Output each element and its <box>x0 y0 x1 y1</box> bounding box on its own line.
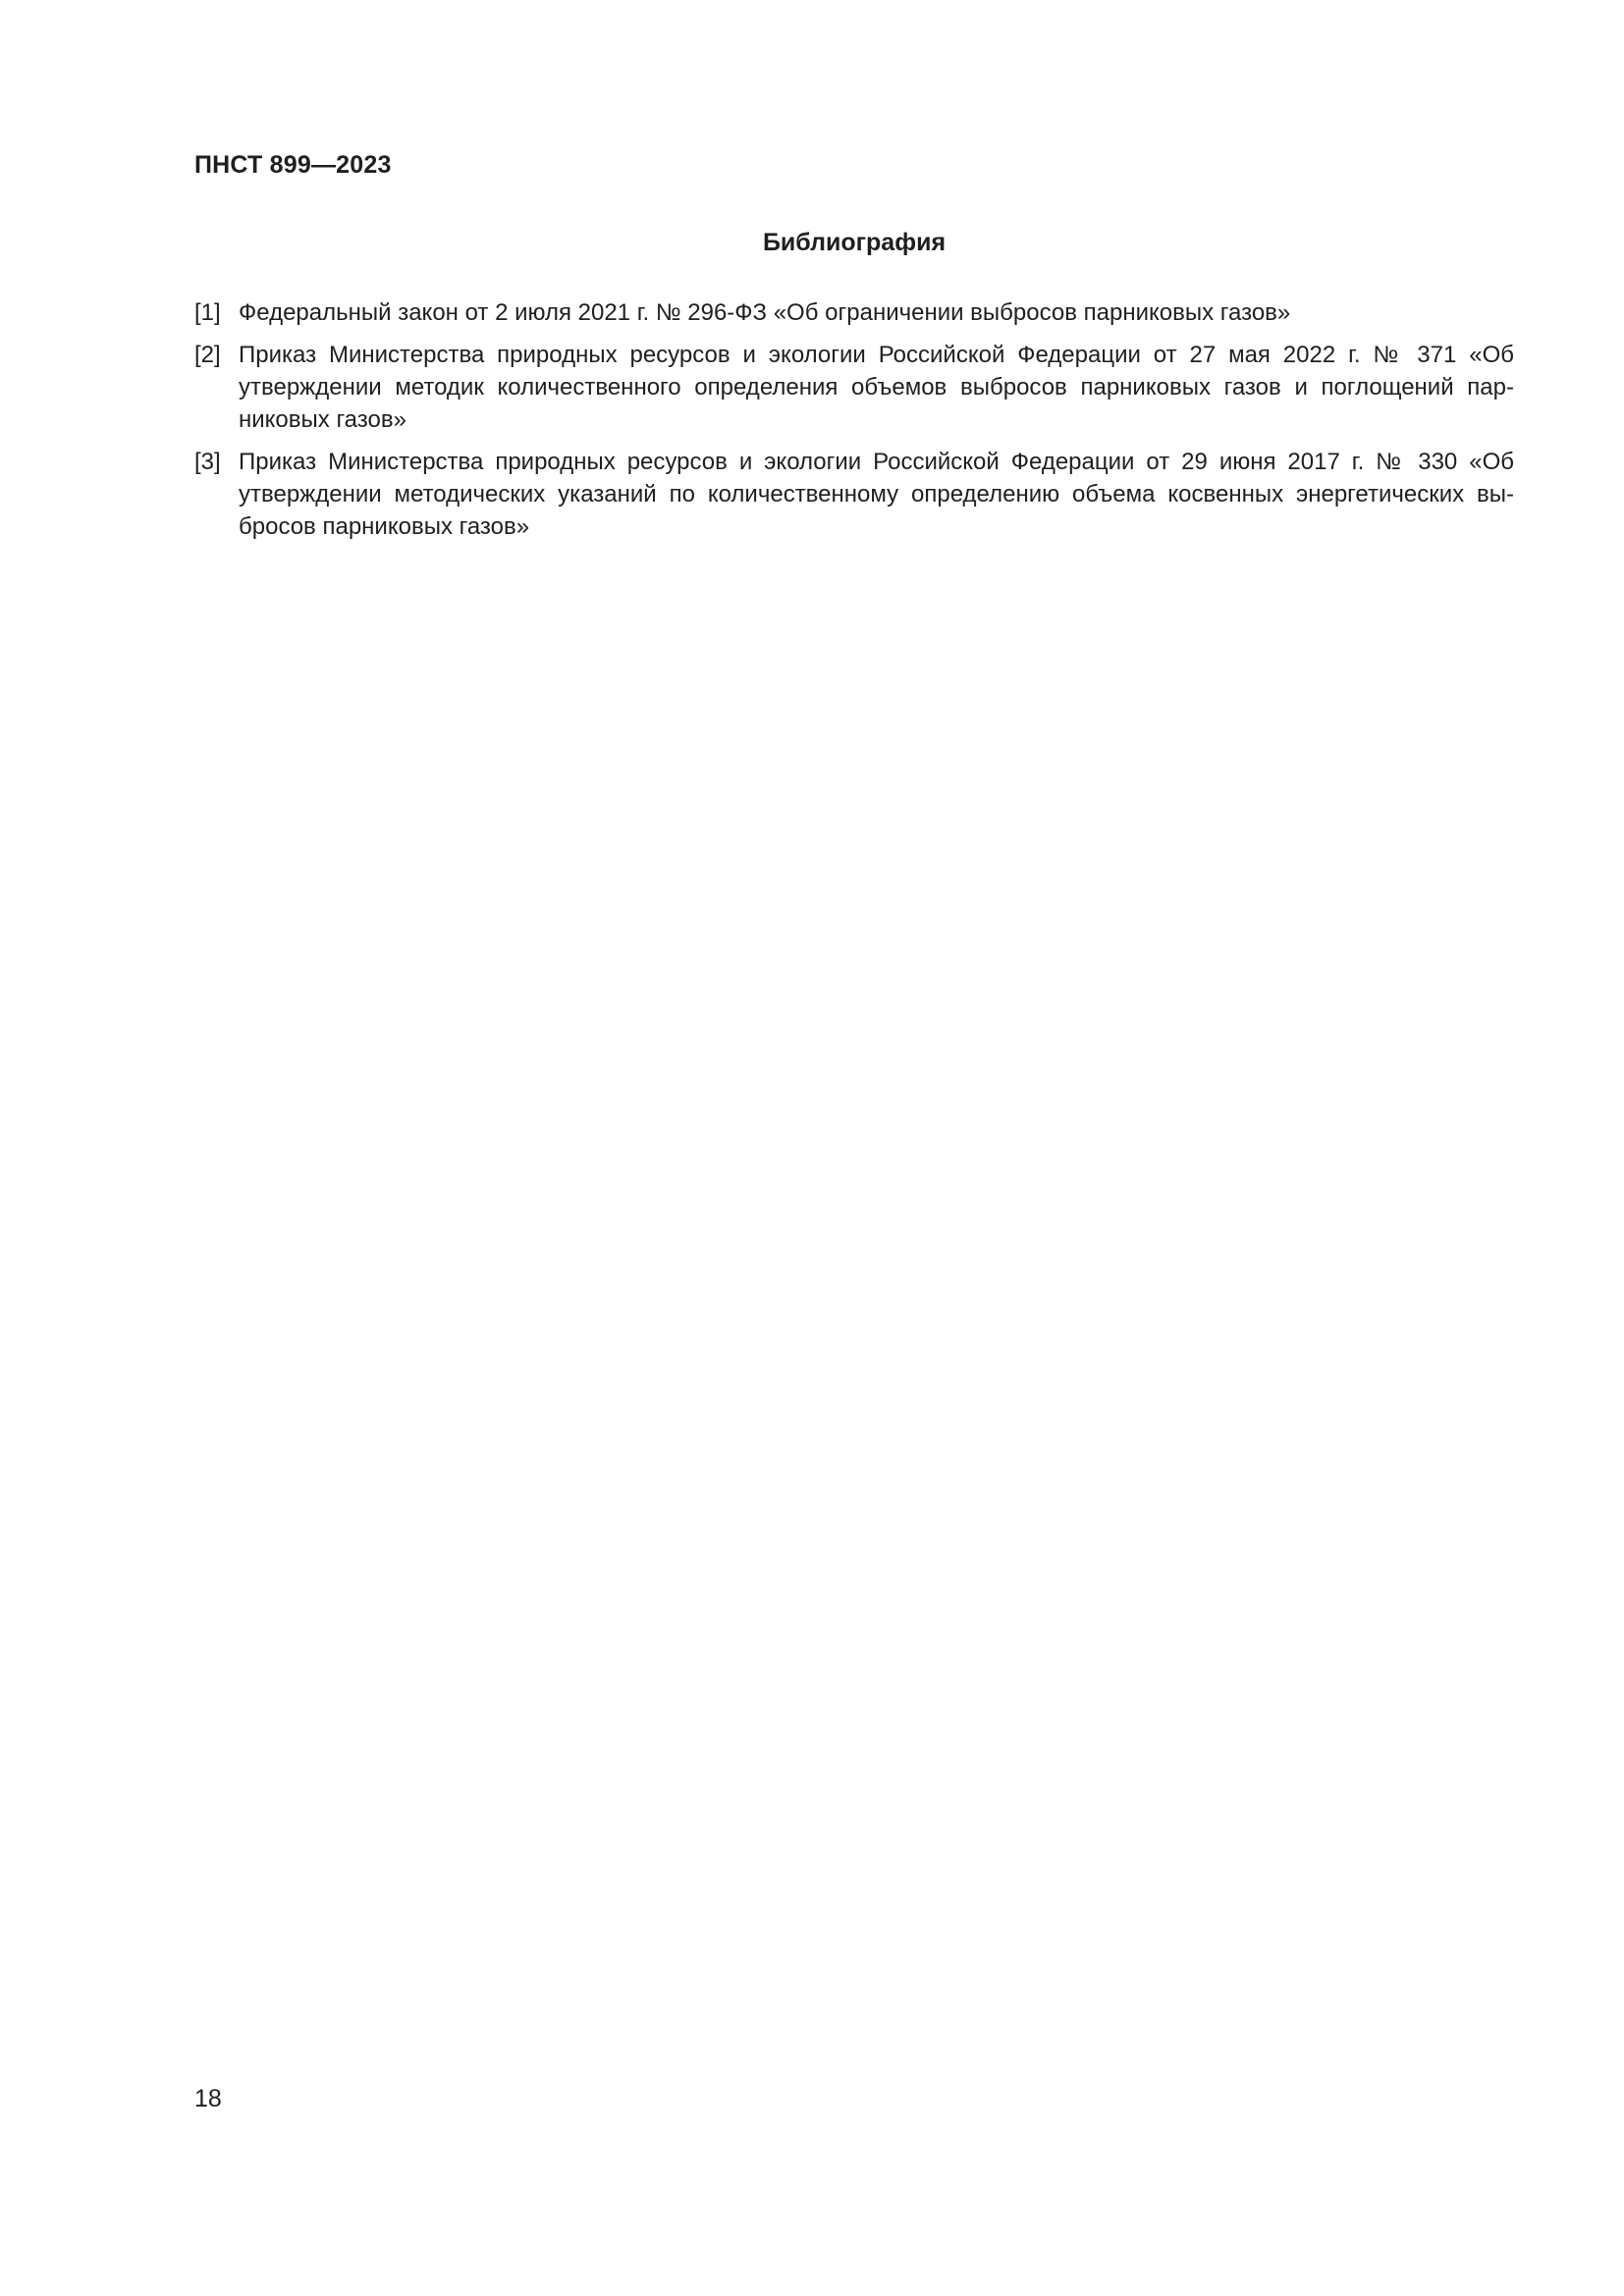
bibliography-number: [3] <box>194 449 221 475</box>
bibliography-text: Федеральный закон от 2 июля 2021 г. № 296-ФЗ «Об ограничении выбросов парниковых газов» <box>239 299 1291 326</box>
section-title: Библиография <box>762 229 947 256</box>
bibliography-item-1 <box>194 296 1514 329</box>
bibliography-number: [1] <box>194 299 221 326</box>
document-code: ПНСТ 899—2023 <box>194 151 392 179</box>
bibliography-text: Приказ Министерства природных ресурсов и экологии Российской Федерации от 27 мая 2022 г. № 371 «Об утверждении методик количественного определения объемов выбросов парниковых газов и поглощений парниковых газов» <box>239 342 1514 433</box>
page-number: 18 <box>194 2085 222 2112</box>
bibliography-text: Приказ Министерства природных ресурсов и экологии Российской Федерации от 29 июня 2017 г. № 330 «Об утверждении методических указаний по количественному определению объема косвенных энергетических выбросов парниковых газов» <box>239 449 1514 540</box>
bibliography-item-2 <box>194 339 1514 436</box>
bibliography-list <box>194 296 1514 553</box>
bibliography-item-3 <box>194 446 1514 543</box>
bibliography-number: [2] <box>194 342 221 368</box>
